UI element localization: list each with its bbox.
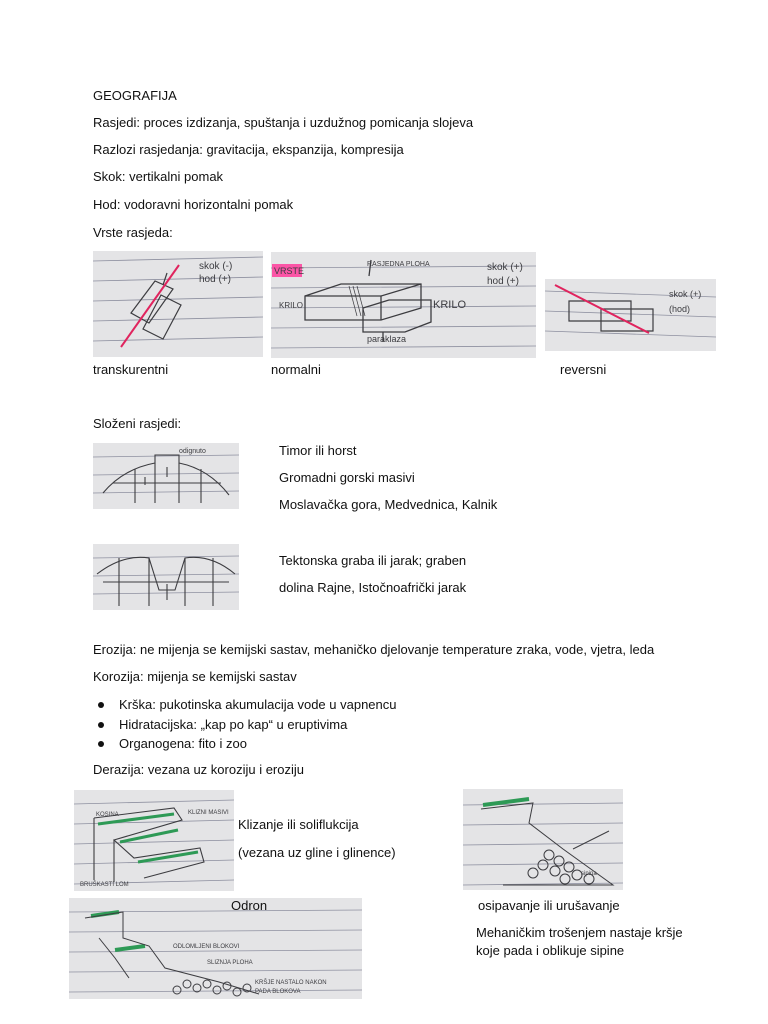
derazija-text: Derazija: vezana uz koroziju i eroziju bbox=[93, 762, 304, 777]
label-skok-minus: skok (-) bbox=[199, 261, 233, 272]
label-skok-plus: skok (+) bbox=[487, 262, 523, 273]
caption-reversni: reversni bbox=[560, 362, 607, 377]
mehanicki-line-1: Mehaničkim trošenjem nastaje kršje bbox=[476, 925, 683, 940]
photo-normalni-sketch bbox=[271, 252, 536, 358]
photo-klizanje-sketch bbox=[74, 790, 234, 891]
photo-odron-sketch bbox=[69, 898, 362, 999]
caption-normalni: normalni bbox=[271, 362, 321, 377]
korozija-text: Korozija: mijenja se kemijski sastav bbox=[93, 669, 297, 684]
list-item: Organogena: fito i zoo bbox=[93, 734, 397, 754]
graben-line-2: dolina Rajne, Istočnoafrički jarak bbox=[279, 580, 467, 595]
label-sipina: sipina bbox=[581, 871, 597, 877]
label-krilo-right: KRILO bbox=[433, 299, 467, 311]
list-item: Krška: pukotinska akumulacija vode u vapnencu bbox=[93, 695, 397, 715]
horst-line-1: Timor ili horst bbox=[279, 443, 357, 458]
label-padanja-blokova: PADA BLOKOVA bbox=[255, 989, 301, 995]
label-hod-paren: (hod) bbox=[669, 304, 691, 314]
label-odlomljeni-blokovi: ODLOMLJENI BLOKOVI bbox=[173, 944, 240, 950]
horst-line-2: Gromadni gorski masivi bbox=[279, 470, 415, 485]
label-krsje: KRŠJE NASTALO NAKON bbox=[255, 980, 327, 986]
odron-label: Odron bbox=[231, 898, 268, 913]
definition-rasjedi: Rasjedi: proces izdizanja, spuštanja i uzdužnog pomicanja slojeva bbox=[93, 115, 474, 130]
label-vrste: VRSTE bbox=[274, 266, 305, 276]
label-odignuto: odignuto bbox=[179, 448, 206, 455]
definition-skok: Skok: vertikalni pomak bbox=[93, 169, 224, 184]
label-sliznja-ploha: SLIZNJA PLOHA bbox=[207, 960, 253, 966]
horst-line-3: Moslavačka gora, Medvednica, Kalnik bbox=[279, 497, 498, 512]
label-paraklaza: paraklaza bbox=[367, 334, 407, 344]
photo-horst-sketch bbox=[93, 443, 239, 509]
mehanicki-line-2: koje pada i oblikuje sipine bbox=[476, 943, 625, 958]
klizanje-line-1: Klizanje ili soliflukcija bbox=[238, 817, 359, 832]
photo-osipavanje-sketch bbox=[463, 789, 623, 890]
label-bruskasti-lom: BRUŠKASTI LOM bbox=[80, 882, 129, 888]
list-item: Hidratacijska: „kap po kap“ u eruptivima bbox=[93, 715, 397, 735]
definition-razlozi: Razlozi rasjedanja: gravitacija, ekspanzija, kompresija bbox=[93, 142, 404, 157]
erozija-text: Erozija: ne mijenja se kemijski sastav, mehaničko djelovanje temperature zraka, vode, vjetra, leda bbox=[93, 642, 655, 657]
label-krilo-left: KRILO bbox=[279, 301, 304, 310]
label-rasjedna-ploha: RASJEDNA PLOHA bbox=[367, 261, 430, 268]
photo-transkurentni-sketch bbox=[93, 251, 263, 357]
graben-line-1: Tektonska graba ili jarak; graben bbox=[279, 553, 467, 568]
photo-reversni-sketch bbox=[545, 279, 716, 351]
label-hod-plus: hod (+) bbox=[199, 274, 231, 285]
korozija-list bbox=[93, 695, 397, 754]
label-klizni-masivi: KLIZNI MASIVI bbox=[188, 810, 229, 816]
vrste-heading: Vrste rasjeda: bbox=[93, 225, 173, 240]
caption-transkurentni: transkurentni bbox=[93, 362, 169, 377]
label-kosina: KOSINA bbox=[96, 812, 119, 818]
label-skok-plus-reversni: skok (+) bbox=[669, 289, 702, 299]
label-hod-plus-normalni: hod (+) bbox=[487, 276, 519, 287]
osipavanje-label: osipavanje ili urušavanje bbox=[478, 898, 620, 913]
photo-graben-sketch bbox=[93, 544, 239, 610]
klizanje-line-2: (vezana uz gline i glinence) bbox=[238, 845, 396, 860]
definition-hod: Hod: vodoravni horizontalni pomak bbox=[93, 197, 294, 212]
slozeni-heading: Složeni rasjedi: bbox=[93, 416, 182, 431]
page-title: GEOGRAFIJA bbox=[93, 88, 177, 103]
